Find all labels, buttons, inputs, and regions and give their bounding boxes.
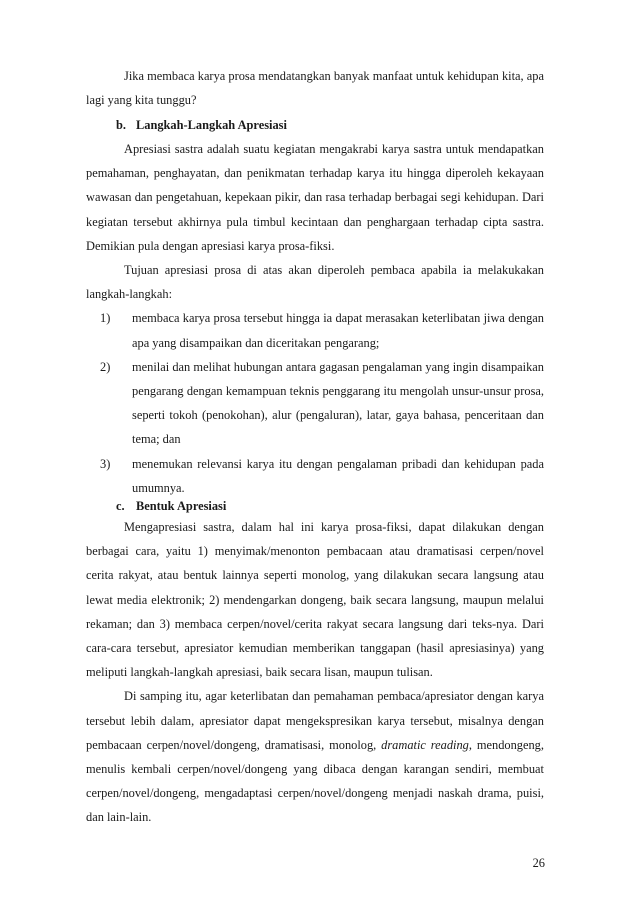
section-b-title: Langkah-Langkah Apresiasi	[136, 118, 287, 132]
intro-block	[86, 64, 544, 112]
list-item-text: menemukan relevansi karya itu dengan pengalaman pribadi dan kehidupan pada umumnya.	[132, 456, 544, 495]
section-c-title: Bentuk Apresiasi	[136, 499, 227, 513]
intro-paragraph: Jika membaca karya prosa mendatangkan banyak manfaat untuk kehidupan kita, apa lagi yang kita tunggu?	[86, 69, 544, 108]
section-c-body	[86, 515, 544, 830]
section-b-paragraph-2: Tujuan apresiasi prosa di atas akan diperoleh pembaca apabila ia melakukakan langkah-langkah:	[86, 263, 544, 302]
list-item-text: membaca karya prosa tersebut hingga ia dapat merasakan keterlibatan jiwa dengan apa yang disampaikan dan diceritakan pengarang;	[132, 311, 544, 350]
list-item	[86, 355, 544, 452]
list-item-number: 2)	[100, 359, 111, 374]
italic-term: dramatic reading	[381, 737, 469, 752]
paragraph-text-end: , mendongeng, menulis kembali cerpen/novel/dongeng yang dibaca dengan karangan sendiri, membuat cerpen/novel/dongeng, mengadaptasi cerpen/novel/dongeng menjadi naskah drama, puisi, dan lain-lain.	[86, 737, 544, 825]
section-c-letter: c.	[116, 499, 125, 513]
section-b-heading	[116, 113, 287, 137]
section-c-paragraph-2	[86, 684, 544, 829]
list-item	[86, 306, 544, 354]
list-item-number: 1)	[100, 311, 111, 326]
section-b-letter: b.	[116, 118, 126, 132]
page-number: 26	[532, 856, 545, 870]
list-item-text: menilai dan melihat hubungan antara gagasan pengalaman yang ingin disampaikan pengarang dengan kemampuan teknis penggarang itu mengolah unsur-unsur prosa, seperti tokoh (penokohan), alur (pengaluran), latar, gaya bahasa, penceritaan dan tema; dan	[132, 359, 544, 447]
section-c-paragraph-1: Mengapresiasi sastra, dalam hal ini karya prosa-fiksi, dapat dilakukan dengan berbagai cara, yaitu 1) menyimak/menonton pembacaan atau dramatisasi cerpen/novel cerita rakyat, atau bentuk lainnya seperti monolog, yang dilakukan secara langsung atau lewat media elektronik; 2) mendengarkan dongeng, baik secara langsung, maupun melalui rekaman; dan 3) membaca cerpen/novel/cerita rakyat secara langsung dari teks-nya. Dari cara-cara tersebut, apresiator kemudian memberikan tanggapan (hasil apresiasinya) yang meliputi langkah-langkah apresiasi, baik secara lisan, maupun tulisan.	[86, 520, 544, 680]
paragraph-text-start: Di samping itu, agar keterlibatan dan pemahaman pembaca/apresiator dengan karya tersebut lebih dalam, apresiator dapat mengekspresikan karya tersebut, misalnya dengan pembacaan cerpen/novel/dongeng, dramatisasi, monolog,	[86, 689, 544, 752]
section-b-body	[86, 137, 544, 500]
list-item-number: 3)	[100, 456, 111, 471]
steps-list	[86, 306, 544, 500]
section-b-paragraph-1: Apresiasi sastra adalah suatu kegiatan mengakrabi karya sastra untuk mendapatkan pemahaman, penghayatan, dan penikmatan terhadap karya itu hingga diperoleh kekayaan wawasan dan pengetahuan, kepekaan pikir, dan rasa terhadap berbagai segi kehidupan. Dari kegiatan tersebut akhirnya pula timbul kecintaan dan penghargaan terhadap cipta sastra. Demikian pula dengan apresiasi karya prosa-fiksi.	[86, 142, 544, 253]
list-item	[86, 452, 544, 500]
